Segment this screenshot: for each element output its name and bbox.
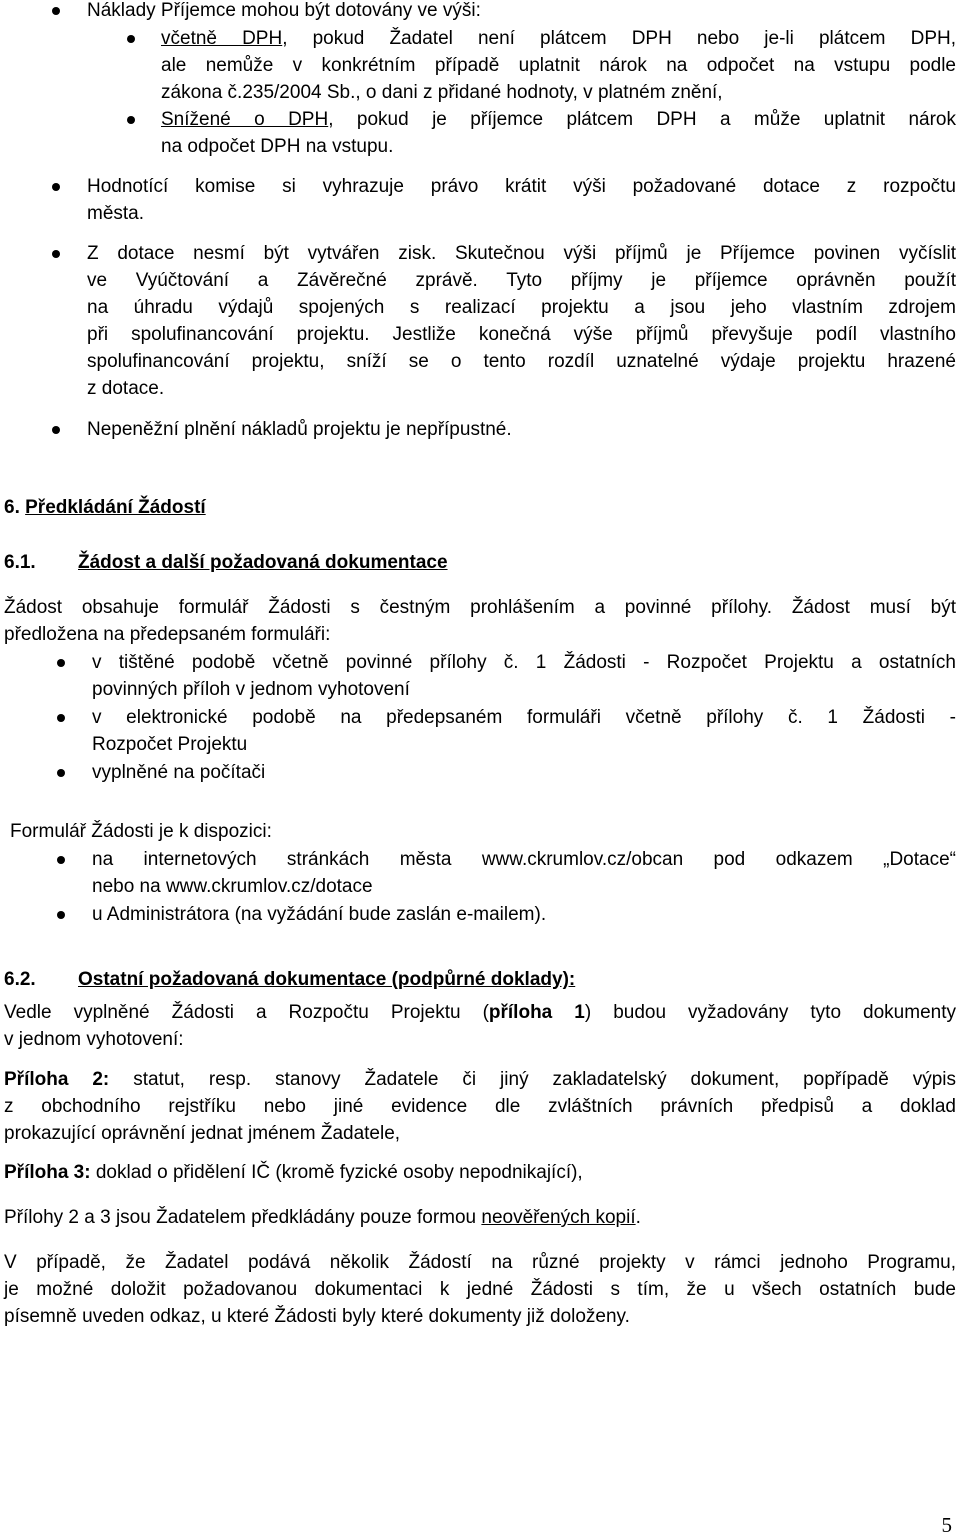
subsection-number: 6.2. [4, 969, 36, 990]
text-line: z obchodního rejstříku nebo jiné evidence dle zvláštních právních předpisů a doklad [4, 1096, 956, 1117]
text-line: spolufinancování projektu, sníží se o tento rozdíl uznatelné výdaje projektu hrazené [87, 351, 956, 372]
text-line [4, 1207, 641, 1229]
bullet [127, 35, 135, 43]
text-run: . [635, 1207, 641, 1228]
section-heading [4, 497, 206, 519]
text-line [161, 109, 956, 131]
bullet [52, 7, 60, 15]
bullet [57, 769, 65, 777]
text-run: Přílohy 2 a 3 jsou Žadatelem předkládány pouze formou [4, 1207, 482, 1228]
text-line: vyplněné na počítači [92, 762, 266, 783]
text-line: je možné doložit požadovanou dokumentaci k jedné Žádosti s tím, že u všech ostatních bude [4, 1279, 956, 1300]
attachment-ref: příloha 1 [488, 1002, 585, 1023]
subsection-title: Žádost a další požadovaná dokumentace [78, 552, 448, 573]
bullet [57, 714, 65, 722]
text-line: předložena na předepsaném formuláři: [4, 624, 331, 645]
bullet [57, 659, 65, 667]
text-line: na úhradu výdajů spojených s realizací projektu a jsou jeho vlastním zdrojem [87, 297, 956, 318]
text-line [4, 1069, 956, 1091]
underlined-term: neověřených kopií [481, 1207, 636, 1228]
text-run: Vedle vyplněné Žádosti a Rozpočtu Projektu ( [4, 1002, 489, 1023]
bullet [127, 116, 135, 124]
text-line [4, 1002, 956, 1024]
text-line: na internetových stránkách města www.ckrumlov.cz/obcan pod odkazem „Dotace“ [92, 849, 956, 870]
section-number: 6. [4, 497, 26, 518]
text-run: , pokud Žadatel není plátcem DPH nebo je-li plátcem DPH, [282, 28, 956, 49]
text-line: Žádost obsahuje formulář Žádosti s čestným prohlášením a povinné přílohy. Žádost musí být [4, 597, 956, 618]
subsection-title-text: Ostatní požadovaná dokumentace (podpůrné doklady): [78, 969, 576, 990]
text-line: povinných příloh v jednom vyhotovení [92, 679, 410, 700]
subsection-title [78, 969, 575, 991]
text-run: statut, resp. stanovy Žadatele či jiný zakladatelský dokument, popřípadě výpis [109, 1069, 956, 1090]
text-line: písemně uveden odkaz, u které Žádosti byly které dokumenty již doloženy. [4, 1306, 630, 1327]
text-line: Rozpočet Projektu [92, 734, 248, 755]
underlined-term: včetně DPH [161, 28, 283, 49]
underlined-term: Snížené o DPH [161, 109, 329, 130]
text-line: nebo na www.ckrumlov.cz/dotace [92, 876, 373, 897]
bullet [57, 856, 65, 864]
text-line: z dotace. [87, 378, 165, 399]
text-line: Formulář Žádosti je k dispozici: [10, 821, 272, 842]
text-line: v elektronické podobě na předepsaném formuláři včetně přílohy č. 1 Žádosti - [92, 707, 956, 728]
text-line: ve Vyúčtování a Závěrečné zprávě. Tyto příjmy je příjemce oprávněn použít [87, 270, 956, 291]
text-line: v tištěné podobě včetně povinné přílohy č. 1 Žádosti - Rozpočet Projektu a ostatních [92, 652, 956, 673]
text-line: Náklady Příjemce mohou být dotovány ve výši: [87, 0, 481, 21]
text-line: zákona č.235/2004 Sb., o dani z přidané hodnoty, v platném znění, [161, 82, 723, 103]
section-title: Předkládání Žádostí [25, 497, 206, 518]
text-line: při spolufinancování projektu. Jestliže konečná výše příjmů převyšuje podíl vlastního [87, 324, 956, 345]
text-line: V případě, že Žadatel podává několik Žádostí na různé projekty v rámci jednoho Programu, [4, 1252, 956, 1273]
text-line: prokazující oprávnění jednat jménem Žadatele, [4, 1123, 401, 1144]
text-line: Z dotace nesmí být vytvářen zisk. Skutečnou výši příjmů je Příjemce povinen vyčíslit [87, 243, 956, 264]
text-run: ) budou vyžadovány tyto dokumenty [584, 1002, 956, 1023]
text-line: Nepeněžní plnění nákladů projektu je nepřípustné. [87, 419, 512, 440]
bullet [52, 426, 60, 434]
attachment-label: Příloha 3: [4, 1162, 91, 1183]
text-line: na odpočet DPH na vstupu. [161, 136, 394, 157]
subsection-number: 6.1. [4, 552, 36, 573]
text-line [161, 28, 956, 50]
bullet [57, 911, 65, 919]
text-line: v jednom vyhotovení: [4, 1029, 184, 1050]
page-number: 5 [941, 1513, 952, 1537]
text-line: města. [87, 203, 145, 224]
text-run: , pokud je příjemce plátcem DPH a může uplatnit nárok [328, 109, 956, 130]
text-line: ale nemůže v konkrétním případě uplatnit nárok na odpočet na vstupu podle [161, 55, 956, 76]
text-line [4, 1162, 583, 1184]
text-line: u Administrátora (na vyžádání bude zaslán e-mailem). [92, 904, 547, 925]
attachment-label: Příloha 2: [4, 1069, 110, 1090]
text-run: doklad o přidělení IČ (kromě fyzické osoby nepodnikající), [90, 1162, 583, 1183]
bullet [52, 250, 60, 258]
text-line: Hodnotící komise si vyhrazuje právo krátit výši požadované dotace z rozpočtu [87, 176, 956, 197]
bullet [52, 183, 60, 191]
